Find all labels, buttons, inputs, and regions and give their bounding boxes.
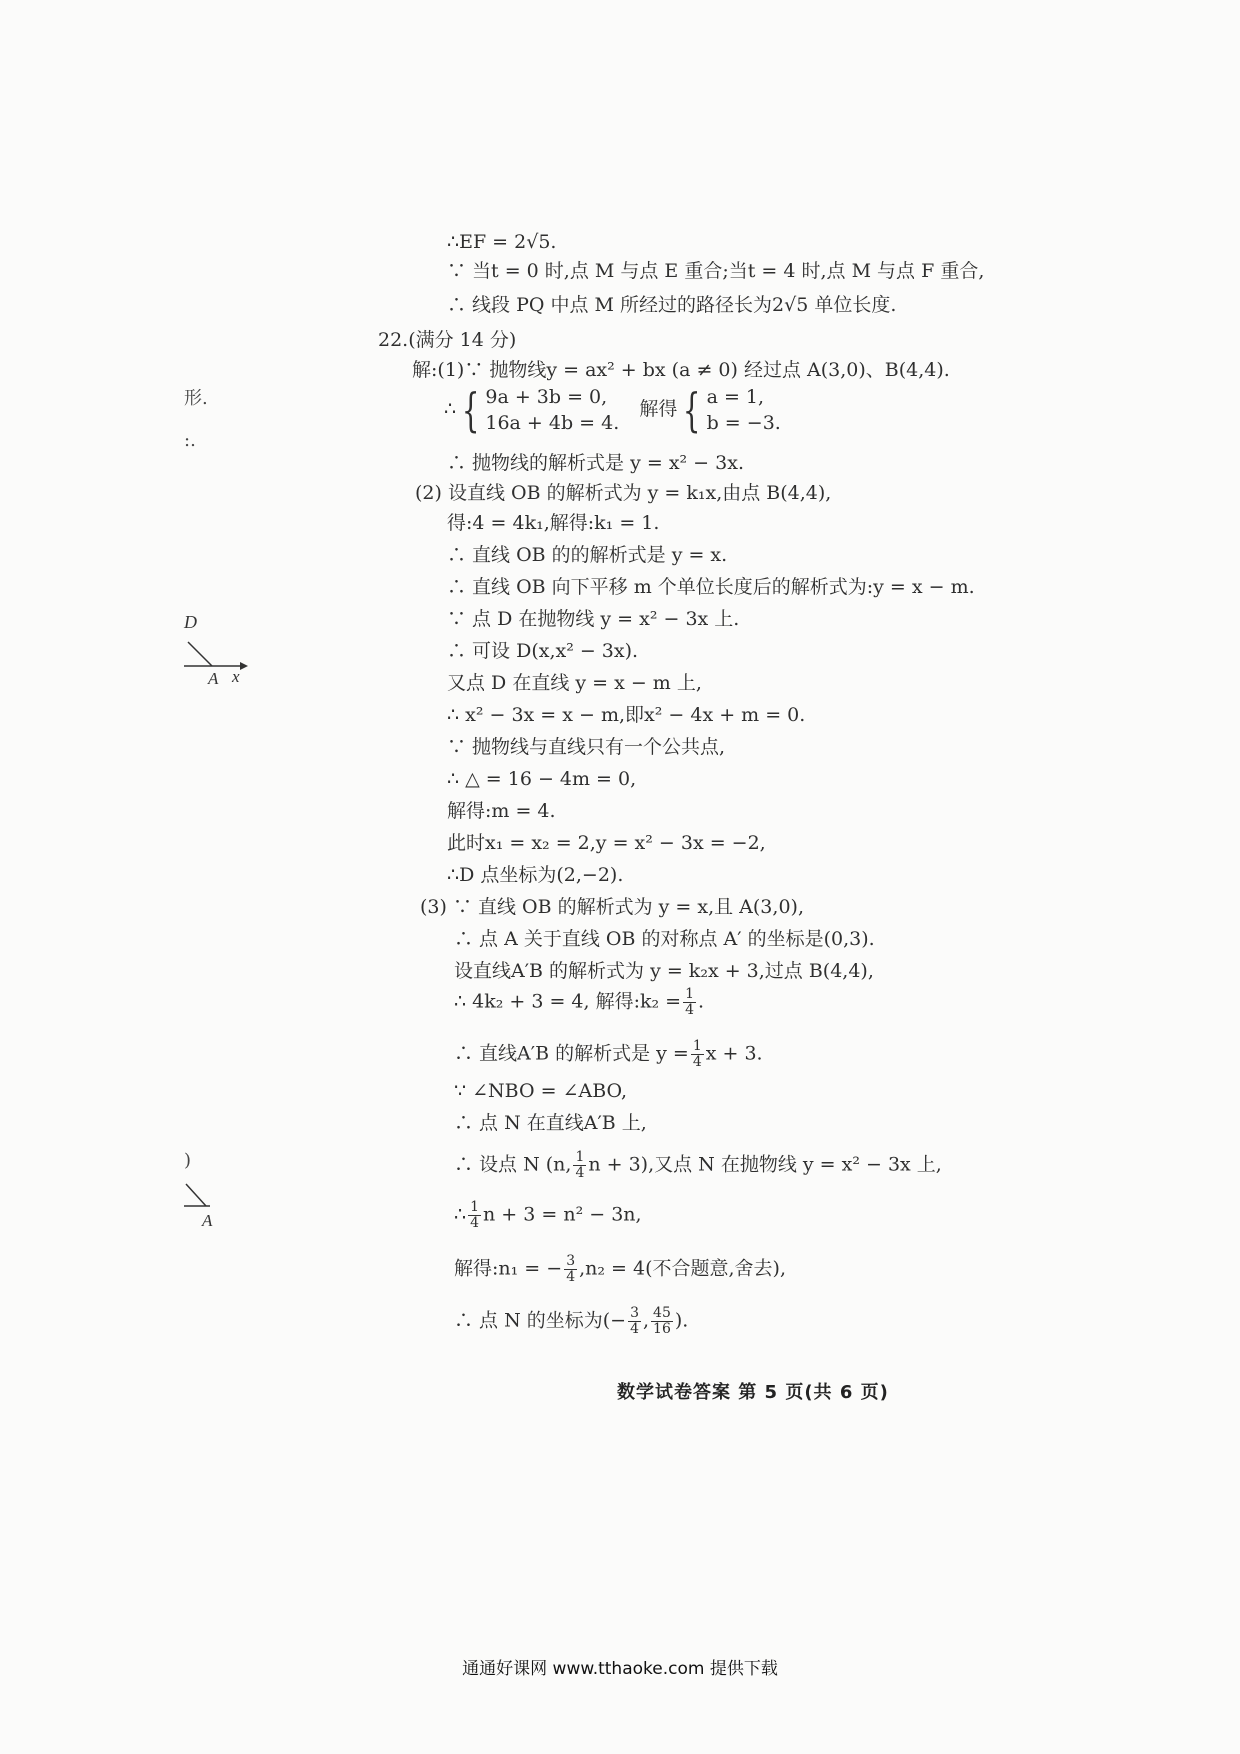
- text-line: ∴EF = 2√5.: [447, 231, 557, 253]
- text-line: ∵ 抛物线与直线只有一个公共点,: [447, 736, 726, 758]
- fig1-label-d: D: [184, 612, 197, 632]
- text-line-with-fraction: ∴ 点 N 的坐标为(− $\frac{3}{4}$ , $\frac{45}{16}$ ).: [454, 1305, 689, 1337]
- text-line: 设直线A′B 的解析式为 y = k₂x + 3,过点 B(4,4),: [454, 960, 874, 982]
- text-line-with-fraction: 解得:n₁ = − $\frac{3}{4}$ ,n₂ = 4(不合题意,舍去),: [454, 1253, 786, 1285]
- text-line-with-fraction: ∴ 设点 N (n, $\frac{1}{4}$ n + 3),又点 N 在抛物线 y = x² − 3x 上,: [454, 1149, 942, 1181]
- text-line: ∴ 直线 OB 向下平移 m 个单位长度后的解析式为:y = x − m.: [447, 576, 975, 598]
- text-line: ∴ 直线 OB 的的解析式是 y = x.: [447, 544, 728, 566]
- download-watermark: 通通好课网 www.tthaoke.com 提供下载: [462, 1659, 778, 1679]
- margin-fragment: ): [184, 1150, 192, 1171]
- text-line-with-fraction: ∴ $\frac{1}{4}$ n + 3 = n² − 3n,: [454, 1199, 642, 1231]
- margin-fragment: :.: [184, 430, 196, 451]
- fig1-label-x: x: [232, 667, 240, 685]
- margin-fragment: 形.: [184, 388, 208, 409]
- text-line-with-fraction: ∴ 4k₂ + 3 = 4, 解得:k₂ = $\frac{1}{4}$ .: [454, 986, 705, 1018]
- fig1-label-a: A: [208, 669, 219, 685]
- text-line: 解得:m = 4.: [447, 800, 556, 822]
- text-line: (2) 设直线 OB 的解析式为 y = k₁x,由点 B(4,4),: [415, 482, 832, 504]
- equation-system: ∴ { 9a + 3b = 0, 16a + 4b = 4. 解得 { a = 1, b = −3.: [444, 383, 781, 437]
- text-line: 解:(1)∵ 抛物线y = ax² + bx (a ≠ 0) 经过点 A(3,0)、B(4,4).: [412, 359, 950, 381]
- text-line: ∵ ∠NBO = ∠ABO,: [454, 1080, 628, 1102]
- text-line: ∴D 点坐标为(2,−2).: [447, 864, 624, 886]
- text-line: ∴ 线段 PQ 中点 M 所经过的路径长为2√5 单位长度.: [447, 294, 897, 316]
- text-line: ∴ △ = 16 − 4m = 0,: [447, 768, 637, 790]
- text-line: ∴ 抛物线的解析式是 y = x² − 3x.: [447, 452, 744, 474]
- text-line: 得:4 = 4k₁,解得:k₁ = 1.: [447, 512, 660, 534]
- page-footer: 数学试卷答案 第 5 页(共 6 页): [617, 1382, 889, 1403]
- text-line: ∵ 点 D 在抛物线 y = x² − 3x 上.: [447, 608, 740, 630]
- text-line: ∴ 可设 D(x,x² − 3x).: [447, 640, 639, 662]
- text-line: ∴ 点 N 在直线A′B 上,: [454, 1112, 647, 1134]
- text-line-with-fraction: ∴ 直线A′B 的解析式是 y = $\frac{1}{4}$ x + 3.: [454, 1038, 763, 1070]
- text-line: 又点 D 在直线 y = x − m 上,: [447, 672, 702, 694]
- text-line: ∴ 点 A 关于直线 OB 的对称点 A′ 的坐标是(0,3).: [454, 928, 875, 950]
- margin-figure-2: [180, 1180, 240, 1230]
- text-line: 此时x₁ = x₂ = 2,y = x² − 3x = −2,: [447, 832, 766, 854]
- text-line: ∴ x² − 3x = x − m,即x² − 4x + m = 0.: [447, 704, 806, 726]
- text-line: (3) ∵ 直线 OB 的解析式为 y = x,且 A(3,0),: [420, 896, 804, 918]
- margin-figure-1: [180, 610, 260, 685]
- problem-heading: 22.(满分 14 分): [378, 329, 517, 351]
- text-line: ∵ 当t = 0 时,点 M 与点 E 重合;当t = 4 时,点 M 与点 F 重合,: [447, 260, 985, 282]
- fig2-label-a: A: [202, 1211, 213, 1230]
